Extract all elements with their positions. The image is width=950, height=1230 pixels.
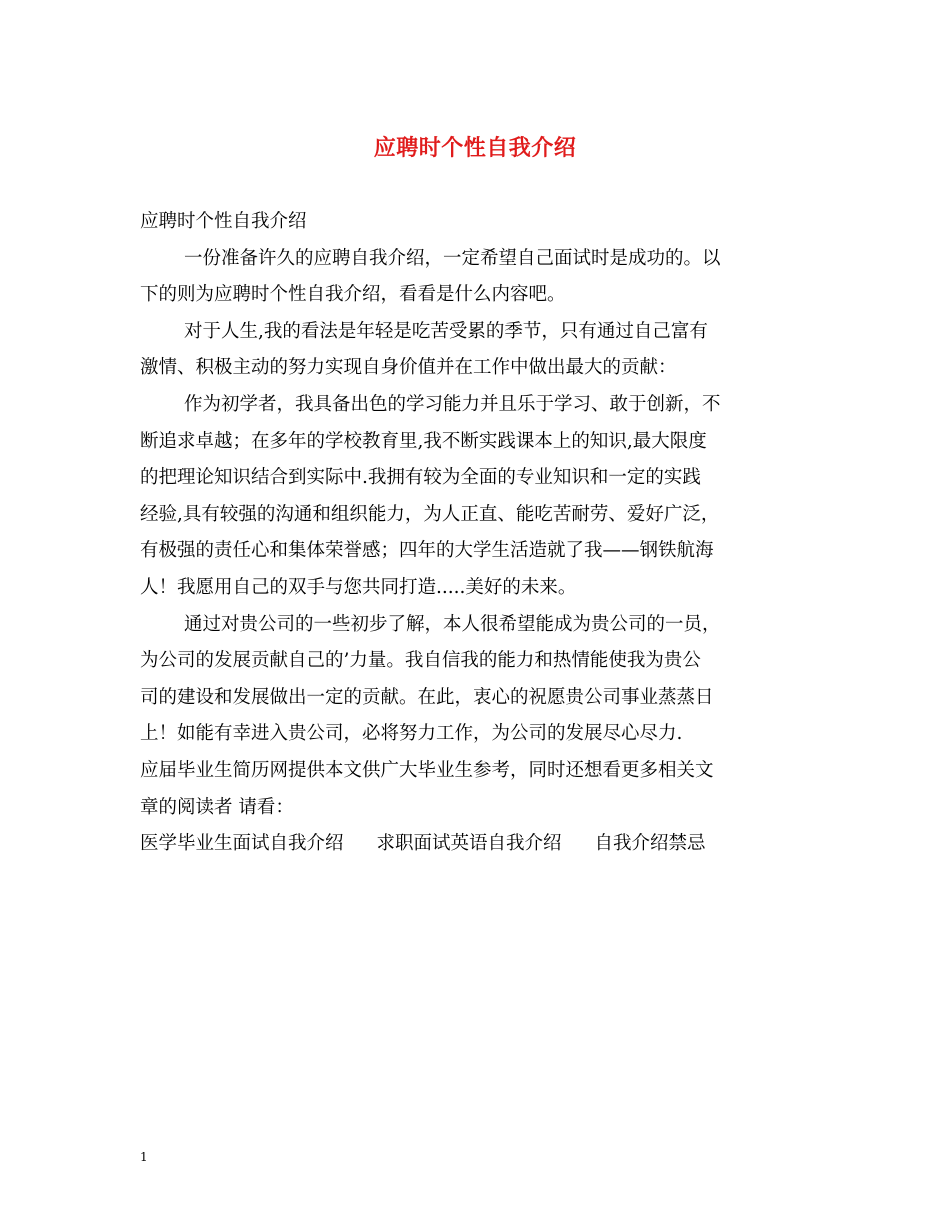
- body-line: 人！我愿用自己的双手与您共同打造.....美好的未来。: [140, 576, 577, 598]
- body-line: 下的则为应聘时个性自我介绍，看看是什么内容吧。: [140, 284, 566, 306]
- related-link-medical-interview[interactable]: 医学毕业生面试自我介绍: [140, 833, 344, 855]
- body-line: 作为初学者，我具备出色的学习能力并且乐于学习、敢于创新，不: [184, 393, 721, 415]
- body-line: 司的建设和发展做出一定的贡献。在此，衷心的祝愿贵公司事业蒸蒸日: [140, 686, 714, 708]
- body-line: 上！如能有幸进入贵公司，必将努力工作，为公司的发展尽心尽力.: [140, 723, 683, 745]
- body-line: 激情、积极主动的努力实现自身价值并在工作中做出最大的贡献：: [140, 357, 677, 379]
- body-line: 有极强的责任心和集体荣誉感；四年的大学生活造就了我——钢铁航海: [140, 540, 714, 562]
- body-line: 为公司的发展贡献自己的’力量。我自信我的能力和热情能使我为贵公: [140, 650, 701, 672]
- body-line: 对于人生,我的看法是年轻是吃苦受累的季节，只有通过自己富有: [184, 320, 708, 342]
- page-number: 1: [140, 1150, 148, 1164]
- body-line: 断追求卓越；在多年的学校教育里,我不断实践课本上的知识,最大限度: [140, 430, 707, 452]
- body-line: 应届毕业生简历网提供本文供广大毕业生参考，同时还想看更多相关文: [140, 759, 714, 781]
- document-body: [140, 204, 820, 863]
- document-title: 应聘时个性自我介绍: [373, 135, 577, 161]
- body-line: 应聘时个性自我介绍: [140, 211, 307, 232]
- body-line: 经验,具有较强的沟通和组织能力，为人正直、能吃苦耐劳、爱好广泛，: [140, 503, 720, 525]
- body-line: 章的阅读者 请看：: [140, 796, 294, 818]
- related-link-taboos[interactable]: 自我介绍禁忌: [594, 833, 706, 855]
- body-line: 一份准备许久的应聘自我介绍，一定希望自己面试时是成功的。以: [184, 247, 721, 269]
- body-line: 通过对贵公司的一些初步了解，本人很希望能成为贵公司的一员，: [184, 613, 721, 635]
- body-line: 的把理论知识结合到实际中.我拥有较为全面的专业知识和一定的实践: [140, 467, 701, 489]
- related-links: [140, 826, 820, 863]
- related-link-english-interview[interactable]: 求职面试英语自我介绍: [376, 833, 562, 855]
